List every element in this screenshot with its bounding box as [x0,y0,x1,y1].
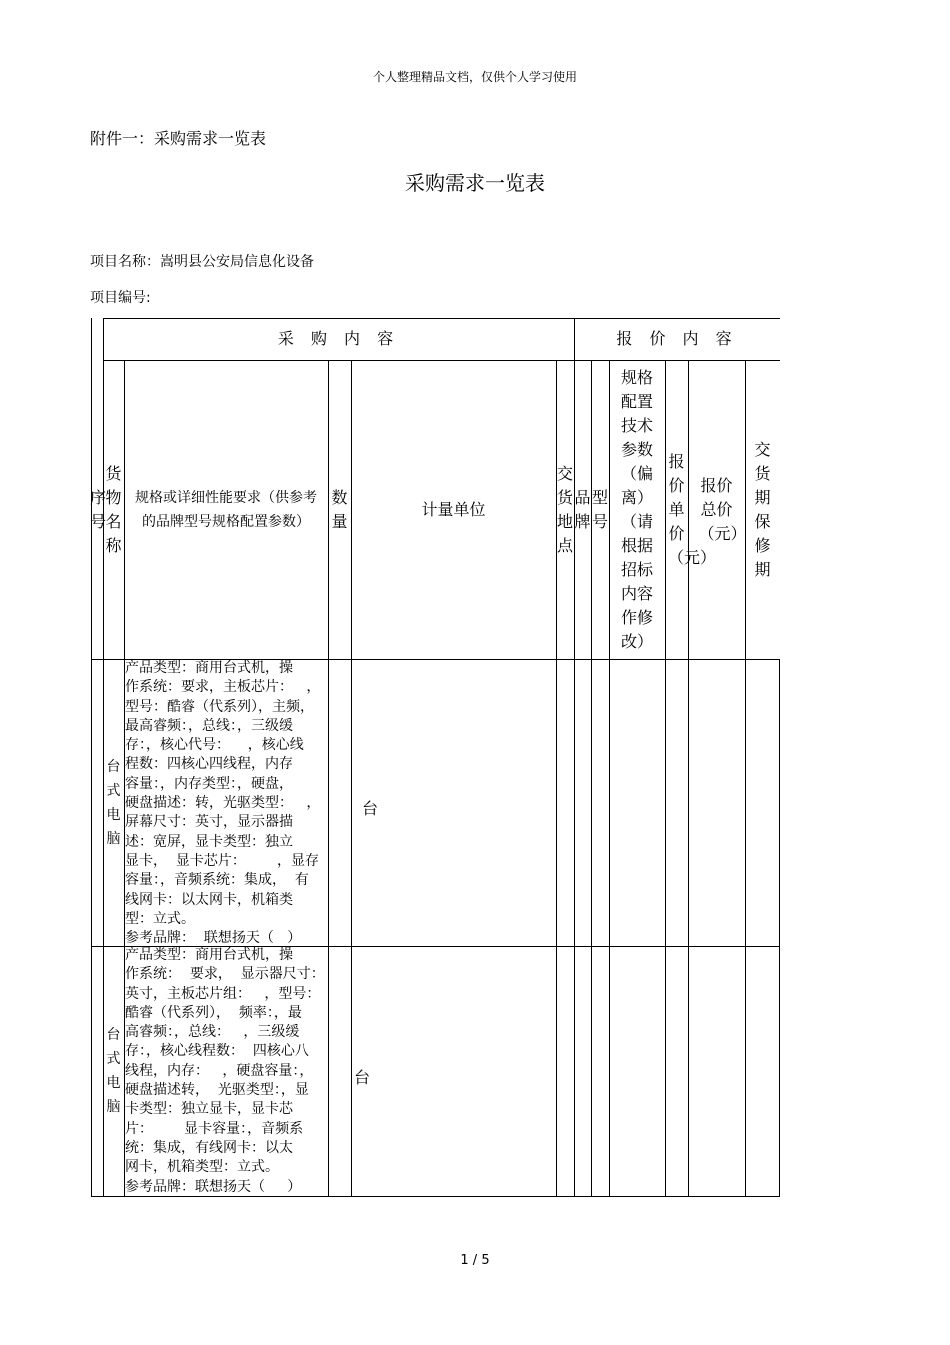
col-header-quantity: 数量 [331,487,348,531]
col-header-goods-name: 货物名称 [105,463,122,555]
col-header-total-price: 报价总价（元） [698,475,747,543]
col-header-unit-price: 报价单价（元） [668,451,717,567]
col-header-seq: 序号 [90,487,107,531]
project-name: 项目名称：嵩明县公安局信息化设备 [90,254,314,270]
col-header-delivery-warranty: 交货期保修期 [754,439,771,579]
col-header-model: 型号 [591,487,608,531]
project-number: 项目编号: [90,290,151,306]
page-header: 个人整理精品文档，仅供个人学习使用 [372,70,577,84]
unit-cell: 台 [362,799,379,818]
spec-cell: 产品类型：商用台式机，操 作系统： 要求， 显示器尺寸： 英寸，主板芯片组： ，型号： 酷睿（代系列）， 频率：，最 高睿频：，总线： ，三级缓 存：，核心线程数： 四核心八 线程，内存： ，硬盘容量：， 硬盘描述转， 光驱类型：，显 卡类型：独立显卡，显卡芯 片： 显卡容量：，音频系 统：集成，有线网卡：以太 网卡，机箱类型：立式。 参考品牌：联想扬天（ ） [125,947,325,1195]
unit-cell: 台 [354,1068,371,1087]
goods-name-cell: 台式电脑 [106,1027,121,1115]
goods-name-cell: 台式电脑 [106,758,121,847]
col-header-spec: 规格或详细性能要求（供参考的品牌型号规格配置参数） [135,489,317,530]
group-header-quote: 报 价 内 容 [616,329,738,348]
group-header-purchase: 采 购 内 容 [277,329,400,348]
spec-cell: 产品类型：商用台式机，操 作系统：要求，主板芯片： ， 型号：酷睿（代系列），主频， 最高睿频：，总线：，三级缓 存：，核心代号： ，核心线 程数：四核心四线程，内存 容量：，内存类型：，硬盘， 硬盘描述：转，光驱类型： ， 屏幕尺寸：英寸，显示器描 述：宽屏，显卡类型：独立 显卡， 显卡芯片： ，显存 容量：，音频系统：集成， 有 线网卡：以太网卡，机箱类 型：立式。 参考品牌： 联想扬天（ ） [125,660,321,947]
document-title: 采购需求一览表 [405,171,545,195]
col-header-unit: 计量单位 [421,499,486,519]
col-header-delivery-place: 交货地点 [556,463,573,555]
col-header-brand: 品牌 [574,487,591,531]
col-header-tech-params: 规格配置技术参数（偏离）（请根据招标内容作修改） [620,367,653,651]
page-number: 1 / 5 [460,1253,490,1268]
attachment-title: 附件一：采购需求一览表 [90,129,267,148]
